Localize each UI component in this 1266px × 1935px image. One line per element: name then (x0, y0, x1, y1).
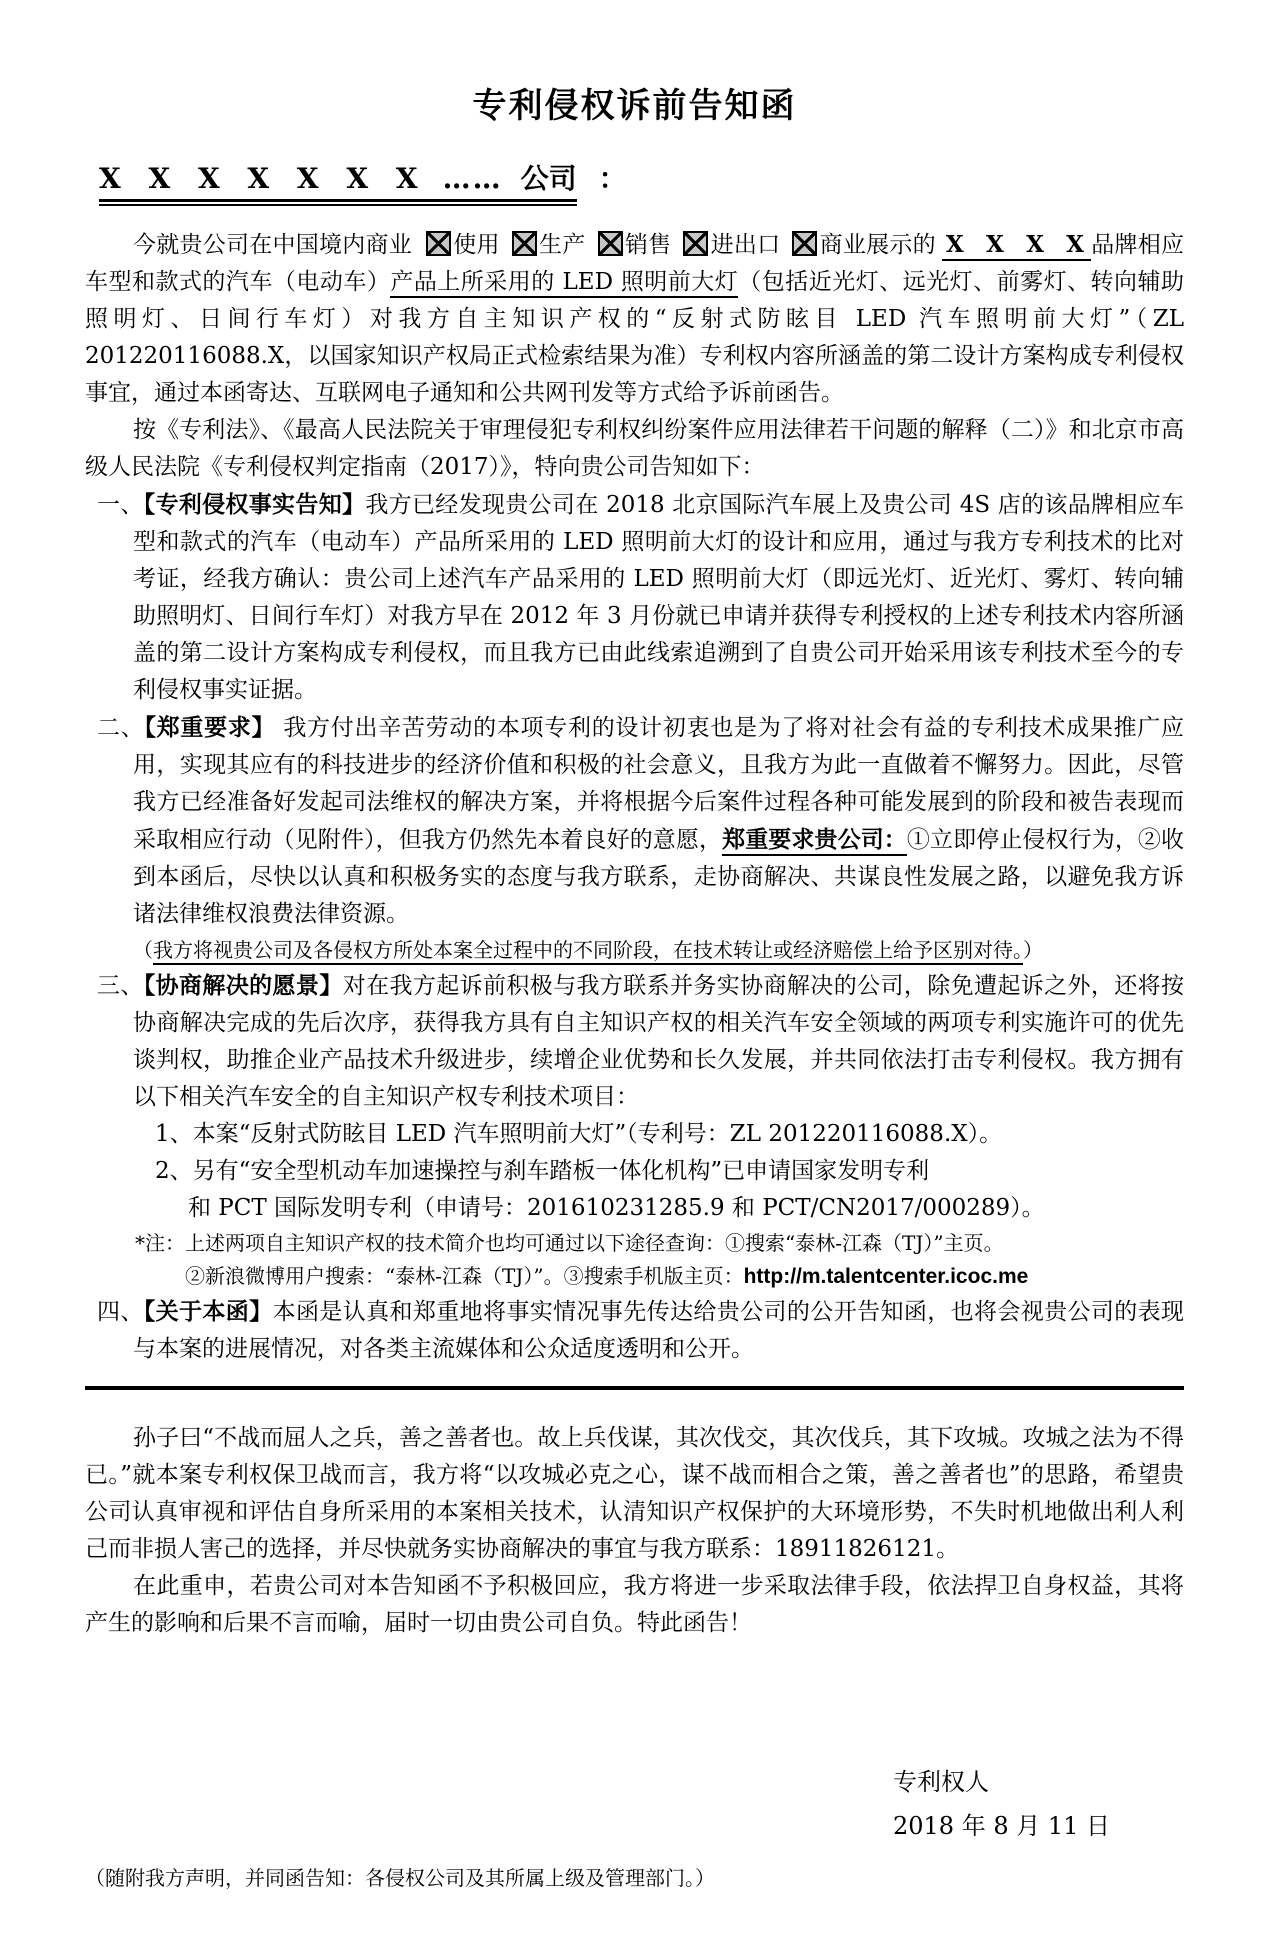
checkbox-item (671, 232, 780, 258)
item-body: 我方已经发现贵公司在 2018 北京国际汽车展上及贵公司 4S 店的该品牌相应车型和款式的汽车（电动车）产品所采用的 LED 照明前大灯的设计和应用，通过与我方专利技术的比对考证，经我方确认：贵公司上述汽车产品采用的 LED 照明前大灯（即远光灯、近光灯、雾灯、转向辅助照明灯、日间行车灯）对我方早在 2012 年 3 月份就已申请并获得专利授权的上述专利技术内容所涵盖的第二设计方案构成专利侵权，而且我方已由此线索追溯到了自贵公司开始采用该专利技术至今的专利侵权事实证据。 (133, 492, 1185, 703)
list-item-2 (97, 709, 1185, 933)
salutation-line (85, 157, 1184, 202)
checkbox-label: 生产 (538, 232, 586, 258)
intro-underlined-product: 产品上所采用的 LED 照明前大灯 (390, 269, 738, 298)
checkbox-item (780, 232, 936, 258)
intro-segment: 品牌相应车型和款式的汽车（电动车） (85, 232, 1185, 295)
item-marker: 一、 (97, 492, 144, 518)
checked-checkbox-icon (512, 231, 537, 256)
checkbox-label: 使用 (453, 232, 500, 258)
signature-block (893, 1760, 1184, 1848)
checkbox-item (412, 232, 500, 258)
sub-item-1: 1、本案“反射式防眩目 LED 汽车照明前大灯”（专利号：ZL 201220116088.X）。 (155, 1121, 1003, 1147)
reiterate-paragraph: 在此重申，若贵公司对本告知函不予积极回应，我方将进一步采取法律手段，依法捍卫自身权益，其将产生的影响和后果不言而喻，届时一切由贵公司自负。特此函告！ (85, 1573, 1184, 1636)
item-2-note (133, 933, 1184, 967)
item-heading: 【关于本函】 (143, 1298, 273, 1325)
checkbox-label: 进出口 (710, 232, 781, 258)
note-paren: ） (1023, 938, 1043, 962)
patentee-label: 专利权人 (893, 1768, 989, 1796)
footnote-line: *注：上述两项自主知识产权的技术简介也均可通过以下途径查询：①搜索“泰林-江森（TJ）”主页。 (135, 1231, 1004, 1255)
checked-checkbox-icon (683, 231, 708, 256)
checkbox-label: 商业展示的 (819, 232, 936, 258)
item-body: 我方付出辛苦劳动的本项专利的设计初衷也是为了将对社会有益的专利技术成果推广应用，实现其应有的科技进步的经济价值和积极的社会意义，且我方为此一直做着不懈努力。因此，尽管我方已经准备好发起司法维权的解决方案，并将根据今后案件过程各种可能发展到的阶段和被告表现而采取相应行动（见附件），但我方仍然先本着良好的意愿， (133, 715, 1185, 853)
intro-rest: （包括近光灯、远光灯、前雾灯、转向辅助照明灯、日间行车灯）对我方自主知识产权的“反射式防眩目 LED 汽车照明前大灯”（ZL 201220116088.X，以国家知识产权局正式检索结果为准）专利权内容所涵盖的第二设计方案构成专利侵权事宜，通过本函寄达、互联网电子通知和公共网刊发等方式给予诉前函告。 (85, 269, 1185, 406)
sub-item-2 (155, 1153, 1184, 1227)
document-body (85, 226, 1184, 1895)
salutation-colon: ： (598, 162, 627, 195)
item-marker: 四、 (97, 1299, 144, 1325)
intro-paragraph (85, 226, 1184, 412)
checked-checkbox-icon (792, 231, 817, 256)
note-underlined: 我方将视贵公司及各侵权方所处本案全过程中的不同阶段，在技术转让或经济赔偿上给予区别对待。 (153, 938, 1023, 965)
checked-checkbox-icon (426, 231, 451, 256)
list-item-3 (97, 967, 1185, 1116)
company-name-placeholder: X X X X X X X (99, 162, 421, 195)
footnote-line: ②新浪微博用户搜索：“泰林-江森（TJ）”。③搜索手机版主页： (185, 1264, 744, 1288)
intro-lead: 今就贵公司在中国境内商业 (133, 232, 413, 258)
checkbox-item (586, 232, 672, 258)
salutation-company: 公司 (520, 162, 577, 195)
sub-item-line: 2、另有“安全型机动车加速操控与刹车踏板一体化机构”已申请国家发明专利 (155, 1158, 930, 1184)
item-body: 本函是认真和郑重地将事实情况事先传达给贵公司的公开告知函，也将会视贵公司的表现与本案的进展情况，对各类主流媒体和公众适度透明和公开。 (133, 1299, 1185, 1362)
footer-note: （随附我方声明，并同函告知：各侵权公司及其所属上级及管理部门。） (85, 1866, 715, 1890)
section-divider (85, 1386, 1184, 1390)
item-heading: 【专利侵权事实告知】 (143, 491, 366, 518)
footnote-block (135, 1227, 1184, 1293)
demand-underlined: 郑重要求贵公司： (722, 826, 907, 856)
item-body: ①立即停止侵权行为，②收到本函后，尽快以认真和积极务实的态度与我方联系，走协商解决、共谋良性发展之路，以避免我方诉诸法律维权浪费法律资源。 (133, 827, 1185, 927)
salutation-dots: …… (442, 162, 503, 195)
note-paren: （ (133, 938, 153, 962)
salutation-underlined (99, 157, 577, 202)
list-item-1 (97, 486, 1185, 709)
signature-date: 2018 年 8 月 11 日 (893, 1812, 1111, 1840)
list-item-4 (97, 1293, 1185, 1368)
sub-item-line: 和 PCT 国际发明专利（申请号：201610231285.9 和 PCT/CN2017/000289）。 (188, 1195, 1045, 1221)
item-body: 对在我方起诉前积极与我方联系并务实协商解决的公司，除免遭起诉之外，还将按协商解决完成的先后次序，获得我方具有自主知识产权的相关汽车安全领域的两项专利实施许可的优先谈判权，助推企业产品技术升级进步，续增企业优势和长久发展，并共同依法打击专利侵权。我方拥有以下相关汽车安全的自主知识产权专利技术项目： (133, 973, 1185, 1110)
mobile-homepage-url: http://m.talentcenter.icoc.me (743, 1265, 1029, 1288)
checked-checkbox-icon (598, 231, 623, 256)
sunzi-paragraph: 孙子曰“不战而屈人之兵，善之善者也。故上兵伐谋，其次伐交，其次伐兵，其下攻城。攻城之法为不得已。”就本案专利权保卫战而言，我方将“以攻城必克之心，谋不战而相合之策，善之善者也”的思路，希望贵公司认真审视和评估自身所采用的本案相关技术，认清知识产权保护的大环境形势，不失时机地做出利人利己而非损人害己的选择，并尽快就务实协商解决的事宜与我方联系：18911826121。 (85, 1425, 1184, 1562)
legal-basis-paragraph: 按《专利法》、《最高人民法院关于审理侵犯专利权纠纷案件应用法律若干问题的解释（二）》和北京市高级人民法院《专利侵权判定指南（2017）》，特向贵公司告知如下： (85, 417, 1184, 480)
item-marker: 三、 (97, 973, 144, 999)
item-heading: 【协商解决的愿景】 (143, 972, 343, 999)
item-heading: 【郑重要求】 (144, 714, 276, 741)
document-title: 专利侵权诉前告知函 (472, 86, 797, 126)
checkbox-label: 销售 (624, 232, 672, 258)
checkbox-item (500, 232, 586, 258)
item-marker: 二、 (97, 715, 145, 741)
brand-placeholder: X X X X (942, 231, 1091, 261)
